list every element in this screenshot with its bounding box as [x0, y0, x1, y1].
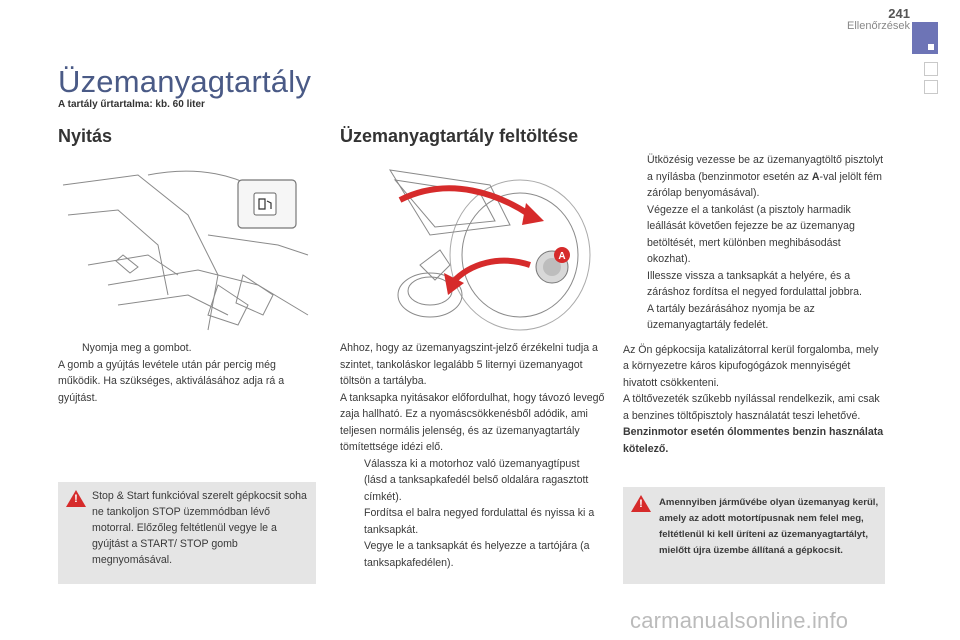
- bullet-text: Ütközésig vezesse be az üzemanyagtöltő pisztolyt a nyílásba (benzinmotor esetén az: [647, 154, 884, 183]
- fuel-cap-illustration: [340, 155, 605, 333]
- bullet-text: Illessze vissza a tanksapkát a helyére, és a záráshoz fordítsa el negyed fordulattal jobbra.: [647, 269, 862, 298]
- page-title: Üzemanyagtartály: [58, 64, 312, 99]
- heading-refuelling: Üzemanyagtartály feltöltése: [340, 126, 579, 146]
- bullet-text: Fordítsa el balra negyed fordulattal és nyissa ki a tanksapkát.: [364, 507, 595, 536]
- right-text-block: [623, 152, 885, 457]
- heading-opening: Nyitás: [58, 126, 113, 146]
- bullet-item: [623, 301, 885, 334]
- bullet-bold-label: A: [811, 170, 820, 183]
- bullet-text: Válassza ki a motorhoz való üzemanyagtípust (lásd a tanksapkafedél belső oldalára ragasztott címkét).: [364, 457, 589, 503]
- bullet-item: [340, 456, 605, 506]
- fuel-cap-drawing: [340, 155, 605, 333]
- warning-icon: !: [66, 490, 86, 507]
- right-bold-note: Benzinmotor esetén ólommentes benzin használata kötelező.: [623, 426, 884, 455]
- page-subtitle: A tartály űrtartalma: kb. 60 liter: [58, 99, 205, 110]
- bullet-item: [340, 505, 605, 538]
- warning-text: Amennyiben járművébe olyan üzemanyag kerül, amely az adott motortípusnak nem felel meg, feltétlenül ki kell üríteni az üzemanyagtartályt, mielőtt újra üzembe állítaná a gépkocsit.: [659, 497, 879, 556]
- right-para2: A töltővezeték szűkebb nyílással rendelkezik, ami csak a benzines töltőpisztoly használatát teszi lehetővé.: [623, 393, 880, 422]
- chapter-tab: [924, 62, 938, 76]
- warning-text: Stop & Start funkcióval szerelt gépkocsit soha ne tankoljon STOP üzemmódban lévő motorral. Előzőleg feltétlenül vegye le a gyújtást a START/ STOP gomb megnyomásával.: [92, 490, 307, 566]
- bullet-item: [58, 340, 316, 357]
- bullet-item: [623, 152, 885, 202]
- chapter-tab: [924, 80, 938, 94]
- right-para1: Az Ön gépkocsija katalizátorral kerül forgalomba, mely a környezetre káros kipufogógázok mennyiségét hivatott csökkenteni.: [623, 343, 879, 389]
- bullet-text: Végezze el a tankolást (a pisztoly harmadik leállását követően fejezze be az üzemanyag betöltését, mert különben meghibásodást okozhat).: [647, 203, 855, 265]
- bullet-text: Vegye le a tanksapkát és helyezze a tartójára (a tanksapkafedélen).: [364, 540, 590, 569]
- middle-para2: A tanksapka nyitásakor előfordulhat, hogy távozó levegő zaja hallható. Ez a nyomáscsökkenésből adódik, ami teljesen normális jelenség, és az üzemanyagtartály tömítettsége idézi elő.: [340, 391, 605, 453]
- warning-icon: !: [631, 495, 651, 512]
- middle-text-block: [340, 340, 605, 571]
- bullet-item: [340, 538, 605, 571]
- fuel-flap-label: A: [558, 251, 566, 262]
- dashboard-drawing: [58, 155, 316, 333]
- warning-box-right: [623, 487, 885, 584]
- section-name: Ellenőrzések: [847, 20, 910, 32]
- warning-box-left: [58, 482, 316, 584]
- page-number: 241: [888, 6, 910, 21]
- bullet-item: [623, 202, 885, 268]
- middle-intro: Ahhoz, hogy az üzemanyagszint-jelző érzékelni tudja a szintet, tankoláskor legalább 5 liternyi üzemanyagot töltsön a tartályba.: [340, 342, 598, 387]
- bullet-text: A tartály bezárásához nyomja be az üzemanyagtartály fedelét.: [647, 302, 815, 331]
- bullet-item: [623, 268, 885, 301]
- left-paragraph: A gomb a gyújtás levétele után pár percig még működik. Ha szükséges, aktiválásához adja rá a gyújtást.: [58, 358, 285, 404]
- watermark: carmanualsonline.info: [630, 608, 849, 633]
- left-text-block: [58, 340, 316, 406]
- chapter-tab-active: [912, 22, 938, 54]
- bullet-text-tail: -val jelölt fém zárólap benyomásával).: [647, 170, 882, 199]
- bullet-text: Nyomja meg a gombot.: [82, 342, 192, 354]
- dashboard-illustration: [58, 155, 316, 333]
